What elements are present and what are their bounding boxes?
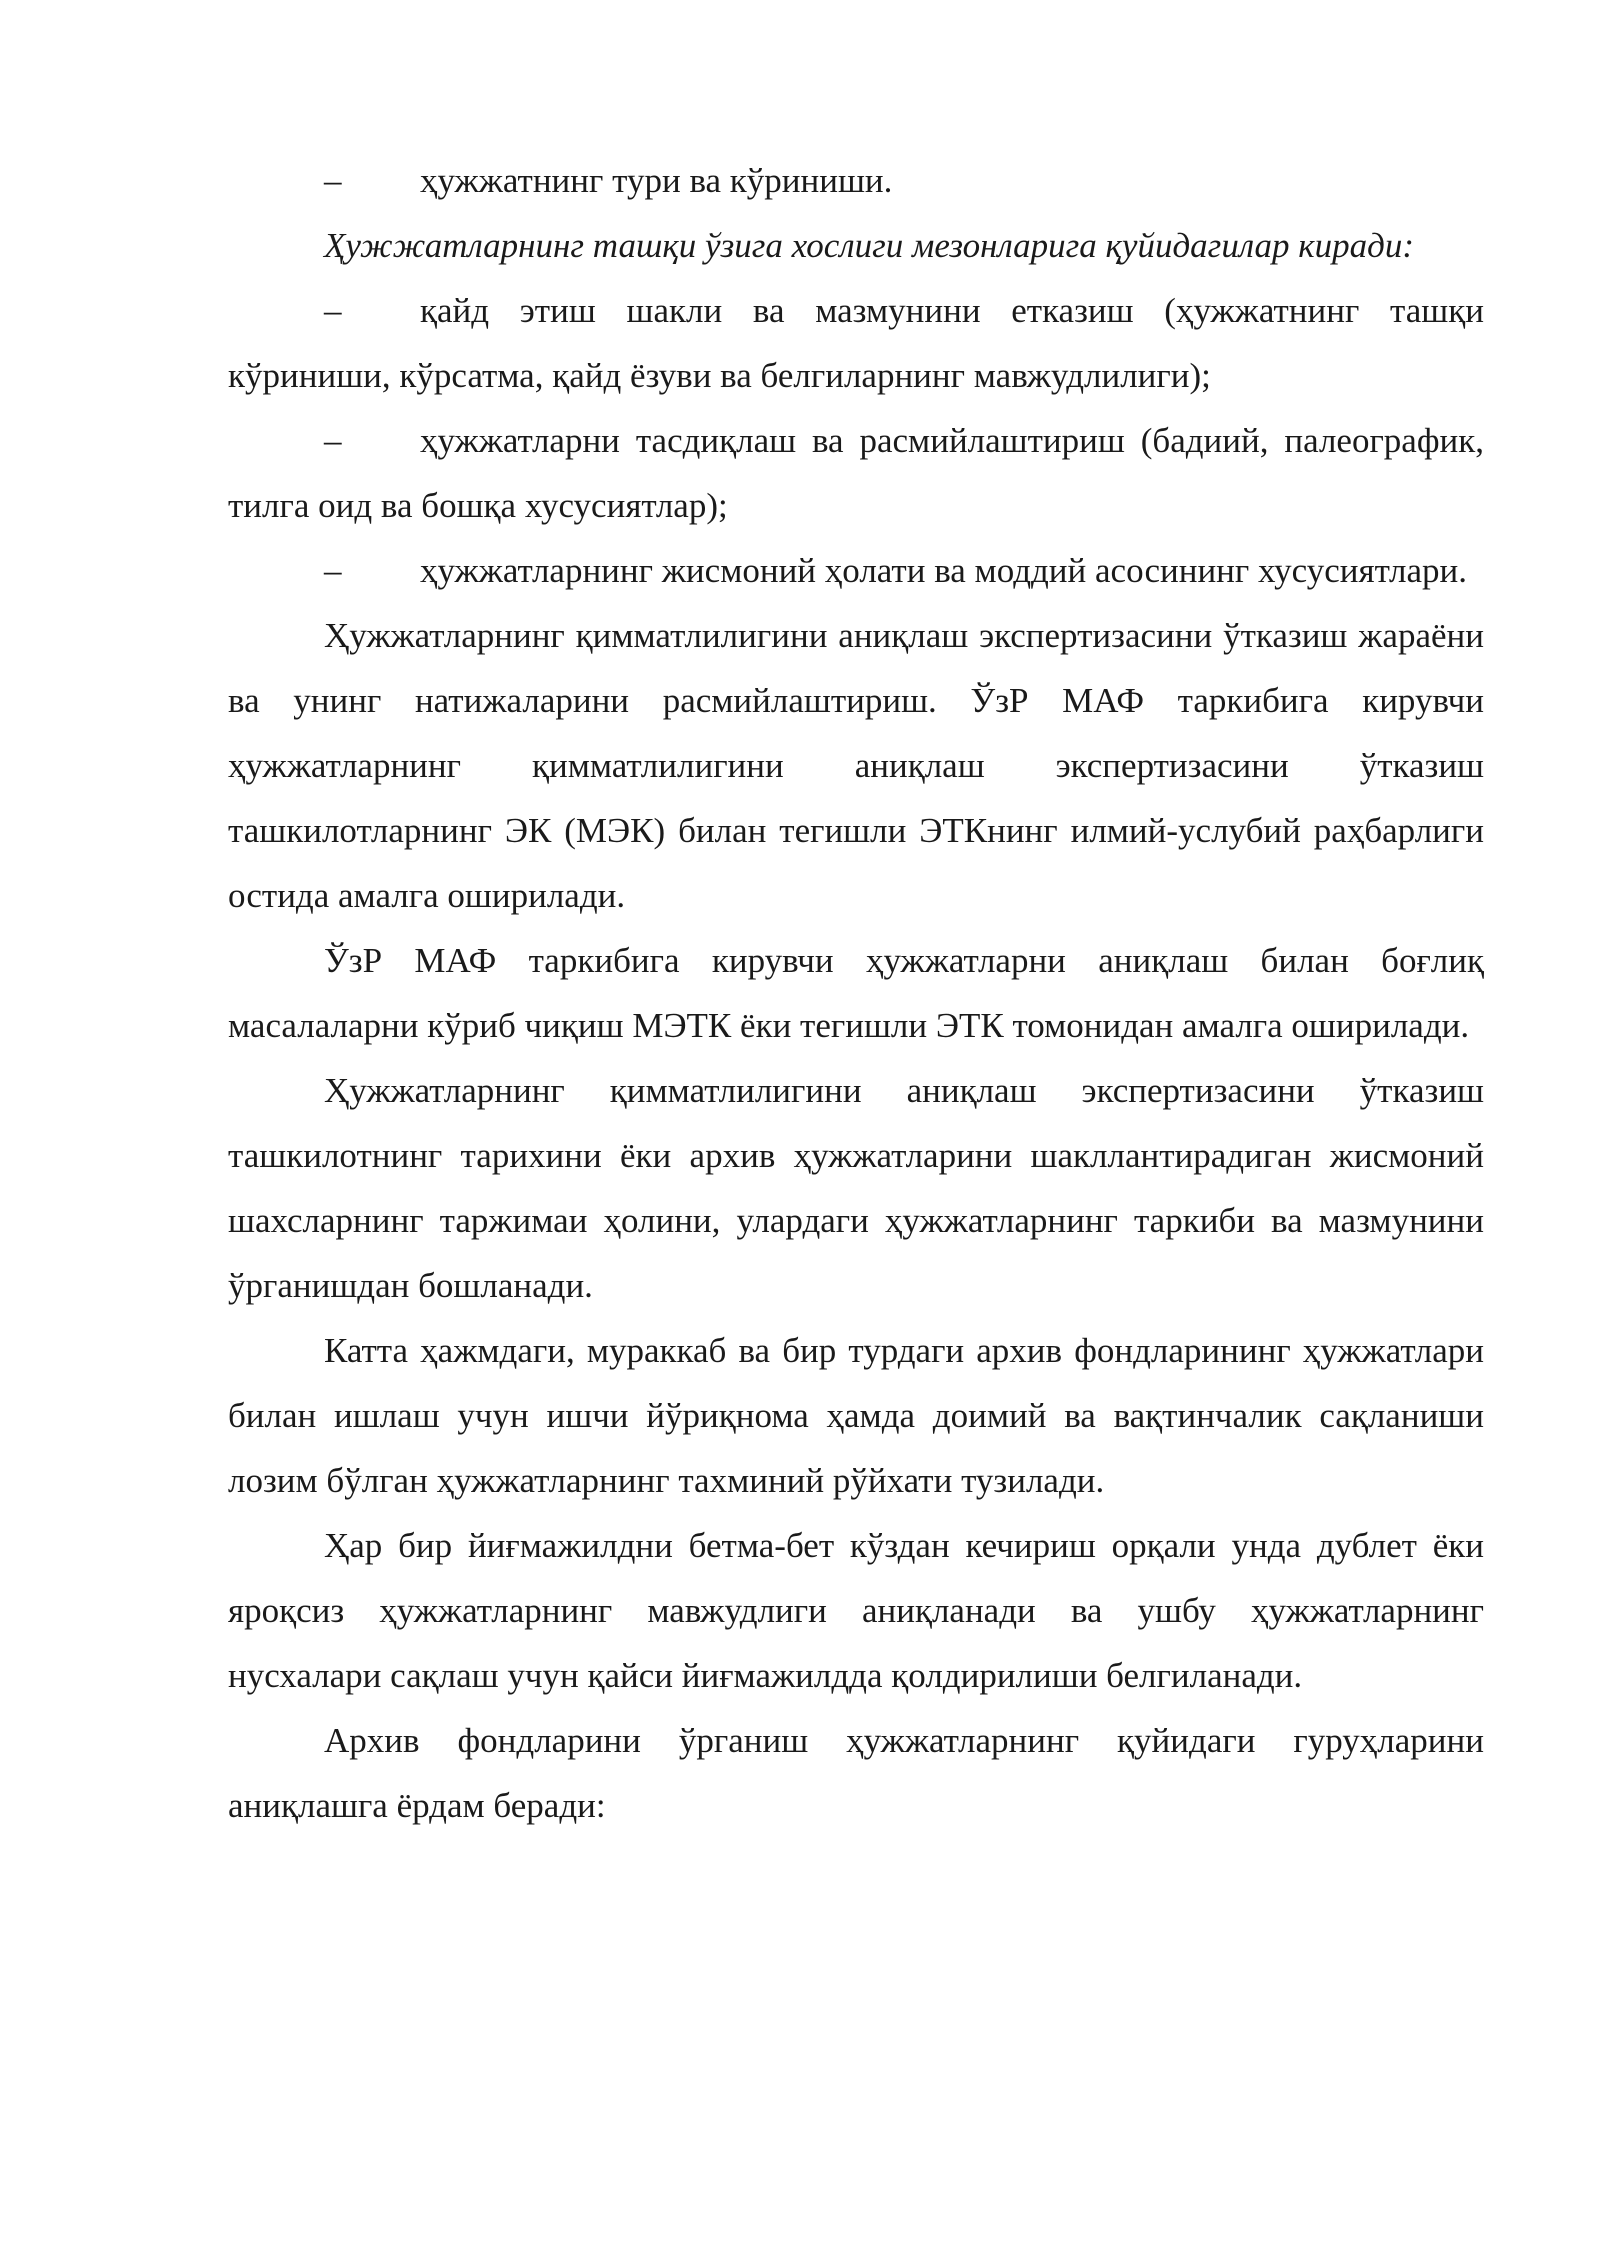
dash-item-document-type (228, 148, 1484, 213)
dash-item-text: ҳужжатнинг тури ва кўриниши. (420, 161, 893, 200)
dash-item-physical-state (228, 538, 1484, 603)
dash-item-text: ҳужжатларни тасдиқлаш ва расмийлаштириш (бадиий, палеографик, тилга оид ва бошқа хусусиятлар); (228, 421, 1484, 525)
dash-marker: – (324, 161, 342, 200)
italic-heading-paragraph: Ҳужжатларнинг ташқи ўзига хослиги мезонларига қуйидагилар киради: (324, 226, 1414, 265)
body-paragraph: Катта ҳажмдаги, мураккаб ва бир турдаги архив фондларининг ҳужжатлари билан ишлаш учун ишчи йўриқнома ҳамда доимий ва вақтинчалик сақланиши лозим бўлган ҳужжатларнинг тахминий рўйхати тузилади. (228, 1331, 1484, 1500)
dash-marker: – (324, 421, 342, 460)
body-paragraph: ЎзР МАФ таркибига кирувчи ҳужжатларни аниқлаш билан боғлиқ масалаларни кўриб чиқиш МЭТК ёки тегишли ЭТК томонидан амалга оширилади. (228, 941, 1484, 1045)
document-body (228, 148, 1484, 1838)
dash-marker: – (324, 291, 342, 330)
body-paragraph: Архив фондларини ўрганиш ҳужжатларнинг қуйидаги гуруҳларини аниқлашга ёрдам беради: (228, 1721, 1484, 1825)
dash-item-text: қайд этиш шакли ва мазмунини етказиш (ҳужжатнинг ташқи кўриниши, кўрсатма, қайд ёзуви ва белгиларнинг мавжудлилиги); (228, 291, 1484, 395)
dash-item-record-form (228, 278, 1484, 408)
body-paragraph: Ҳужжатларнинг қимматлилигини аниқлаш экспертизасини ўтказиш жараёни ва унинг натижаларини расмийлаштириш. ЎзР МАФ таркибига кирувчи ҳужжатларнинг қимматлилигини аниқлаш экспертизасини ўтказиш ташкилотларнинг ЭК (МЭК) билан тегишли ЭТКнинг илмий-услубий раҳбарлиги остида амалга оширилади. (228, 616, 1484, 915)
body-paragraph: Ҳужжатларнинг қимматлилигини аниқлаш экспертизасини ўтказиш ташкилотнинг тарихини ёки архив ҳужжатларини шакллантирадиган жисмоний шахсларнинг таржимаи ҳолини, улардаги ҳужжатларнинг таркиби ва мазмунини ўрганишдан бошланади. (228, 1071, 1484, 1305)
body-paragraph: Ҳар бир йиғмажилдни бетма-бет кўздан кечириш орқали унда дублет ёки яроқсиз ҳужжатларнинг мавжудлиги аниқланади ва ушбу ҳужжатларнинг нусхалари сақлаш учун қайси йиғмажилдда қолдирилиши белгиланади. (228, 1526, 1484, 1695)
dash-item-approval (228, 408, 1484, 538)
dash-marker: – (324, 551, 342, 590)
dash-item-text: ҳужжатларнинг жисмоний ҳолати ва моддий асосининг хусусиятлари. (420, 551, 1468, 590)
